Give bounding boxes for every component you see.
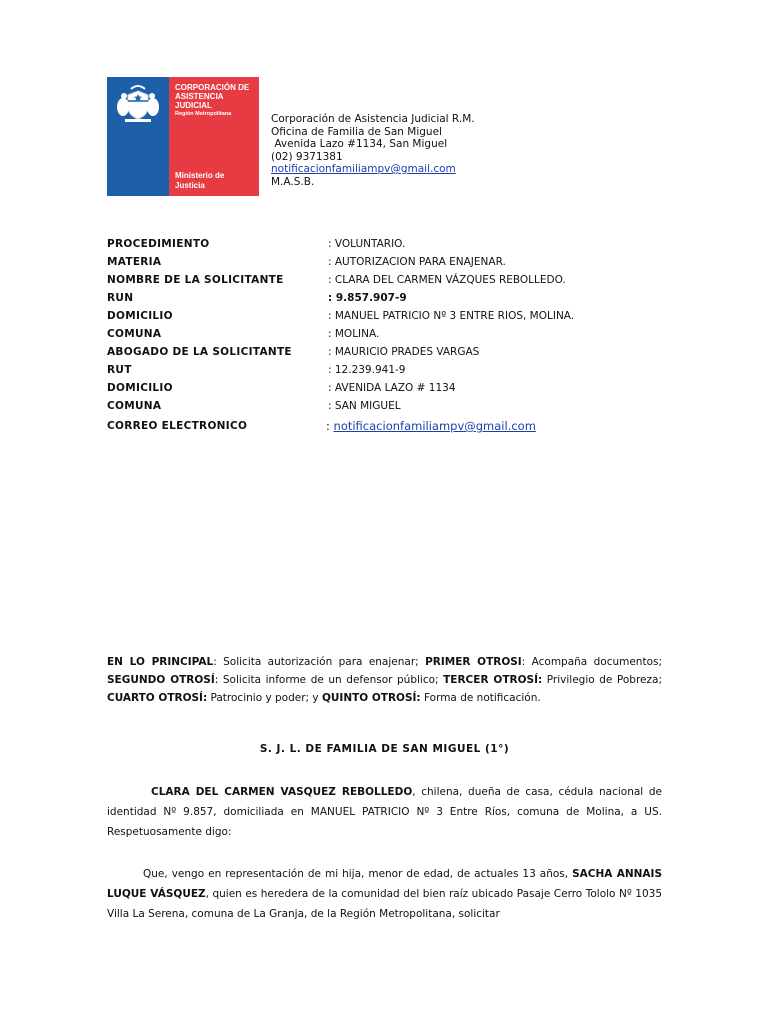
logo-ministry-line: Justicia <box>175 181 205 190</box>
summary-text: Patrocinio y poder; y <box>207 692 322 704</box>
logo-blue-panel <box>107 77 169 196</box>
field-label: DOMICILIO <box>107 382 173 394</box>
minor-name: SACHA ANNAIS LUQUE VÁSQUEZ <box>107 868 663 900</box>
field-row <box>107 256 667 274</box>
applicant-name: CLARA DEL CARMEN VASQUEZ REBOLLEDO <box>151 786 413 798</box>
summary-paragraph <box>107 653 662 707</box>
field-value: : MANUEL PATRICIO Nº 3 ENTRE RIOS, MOLINA. <box>328 310 575 322</box>
request-paragraph <box>107 864 662 924</box>
logo-org-line: ASISTENCIA <box>175 92 224 101</box>
intro-paragraph <box>107 782 662 842</box>
field-value-prefix: : <box>326 419 334 433</box>
field-row <box>107 310 667 328</box>
office-phone: (02) 9371381 <box>271 150 343 163</box>
field-label: COMUNA <box>107 328 162 340</box>
request-text: Que, vengo en representación de mi hija, menor de edad, de actuales 13 años, <box>143 868 573 880</box>
field-label: MATERIA <box>107 256 162 268</box>
summary-label: EN LO PRINCIPAL <box>107 656 214 668</box>
field-value <box>326 419 536 433</box>
field-label: RUN <box>107 292 134 304</box>
field-row <box>107 346 667 364</box>
field-value: : SAN MIGUEL <box>328 400 401 412</box>
field-row <box>107 418 667 438</box>
logo-ministry <box>175 171 224 191</box>
summary-label: QUINTO OTROSÍ: <box>321 692 421 704</box>
field-value: : 12.239.941-9 <box>328 364 406 376</box>
field-row <box>107 292 667 310</box>
field-value: : VOLUNTARIO. <box>328 238 406 250</box>
office-initials: M.A.S.B. <box>271 175 315 188</box>
office-name: Corporación de Asistencia Judicial R.M. <box>271 113 475 125</box>
field-value: : CLARA DEL CARMEN VÁZQUES REBOLLEDO. <box>328 274 566 286</box>
field-value: : AUTORIZACION PARA ENAJENAR. <box>328 256 506 268</box>
summary-label: SEGUNDO OTROSÍ <box>107 674 215 686</box>
summary-text: Forma de notificación. <box>420 692 541 704</box>
field-value: : 9.857.907-9 <box>328 292 407 304</box>
chile-coat-of-arms-icon <box>115 83 161 123</box>
office-address: Avenida Lazo #1134, San Miguel <box>271 138 448 150</box>
field-row <box>107 238 667 256</box>
field-row <box>107 328 667 346</box>
field-label: DOMICILIO <box>107 310 173 322</box>
logo-org-line: JUDICIAL <box>175 101 212 110</box>
logo-region: Región Metropolitana <box>175 111 232 117</box>
field-value: : AVENIDA LAZO # 1134 <box>328 382 456 394</box>
court-title: S. J. L. DE FAMILIA DE SAN MIGUEL (1°) <box>259 743 510 755</box>
summary-text: Privilegio de Pobreza; <box>542 674 662 686</box>
logo-org-name <box>175 83 249 110</box>
field-label: ABOGADO DE LA SOLICITANTE <box>107 346 292 358</box>
request-text: , quien es heredera de la comunidad del bien raíz ubicado Pasaje Cerro Tololo Nº 1035 Villa La Serena, comuna de La Granja, de la Región Metropolitana, solicitar <box>107 888 662 920</box>
field-label: COMUNA <box>107 400 162 412</box>
summary-text: : Solicita informe de un defensor público; <box>214 674 444 686</box>
field-row <box>107 400 667 418</box>
field-row <box>107 274 667 292</box>
intro-text: , chilena, dueña de casa, cédula nacional de identidad Nº 9.857, domiciliada en MANUEL PATRICIO Nº 3 Entre Ríos, comuna de Molina, a US. Respetuosamente digo: <box>107 786 662 838</box>
field-value: : MOLINA. <box>328 328 380 340</box>
email-link[interactable]: notificacionfamiliampv@gmail.com <box>333 419 536 433</box>
summary-label: CUARTO OTROSÍ: <box>107 692 208 704</box>
summary-label: TERCER OTROSÍ: <box>443 674 543 686</box>
field-value: : MAURICIO PRADES VARGAS <box>328 346 480 358</box>
summary-label: PRIMER OTROSI <box>425 656 522 668</box>
field-label: RUT <box>107 364 132 376</box>
logo-red-panel <box>169 77 259 196</box>
logo-org-line: CORPORACIÓN DE <box>175 83 250 92</box>
summary-text: : Acompaña documentos; <box>521 656 663 668</box>
field-row <box>107 364 667 382</box>
office-contact-block <box>271 113 475 188</box>
field-row <box>107 382 667 400</box>
field-label: NOMBRE DE LA SOLICITANTE <box>107 274 284 286</box>
field-label: PROCEDIMIENTO <box>107 238 210 250</box>
office-email-link[interactable]: notificacionfamiliampv@gmail.com <box>271 163 456 175</box>
office-branch: Oficina de Familia de San Miguel <box>271 125 442 138</box>
institution-logo <box>107 77 259 196</box>
case-fields <box>107 238 667 438</box>
summary-text: : Solicita autorización para enajenar; <box>213 656 426 668</box>
logo-ministry-line: Ministerio de <box>175 171 225 180</box>
field-label: CORREO ELECTRONICO <box>107 420 248 432</box>
